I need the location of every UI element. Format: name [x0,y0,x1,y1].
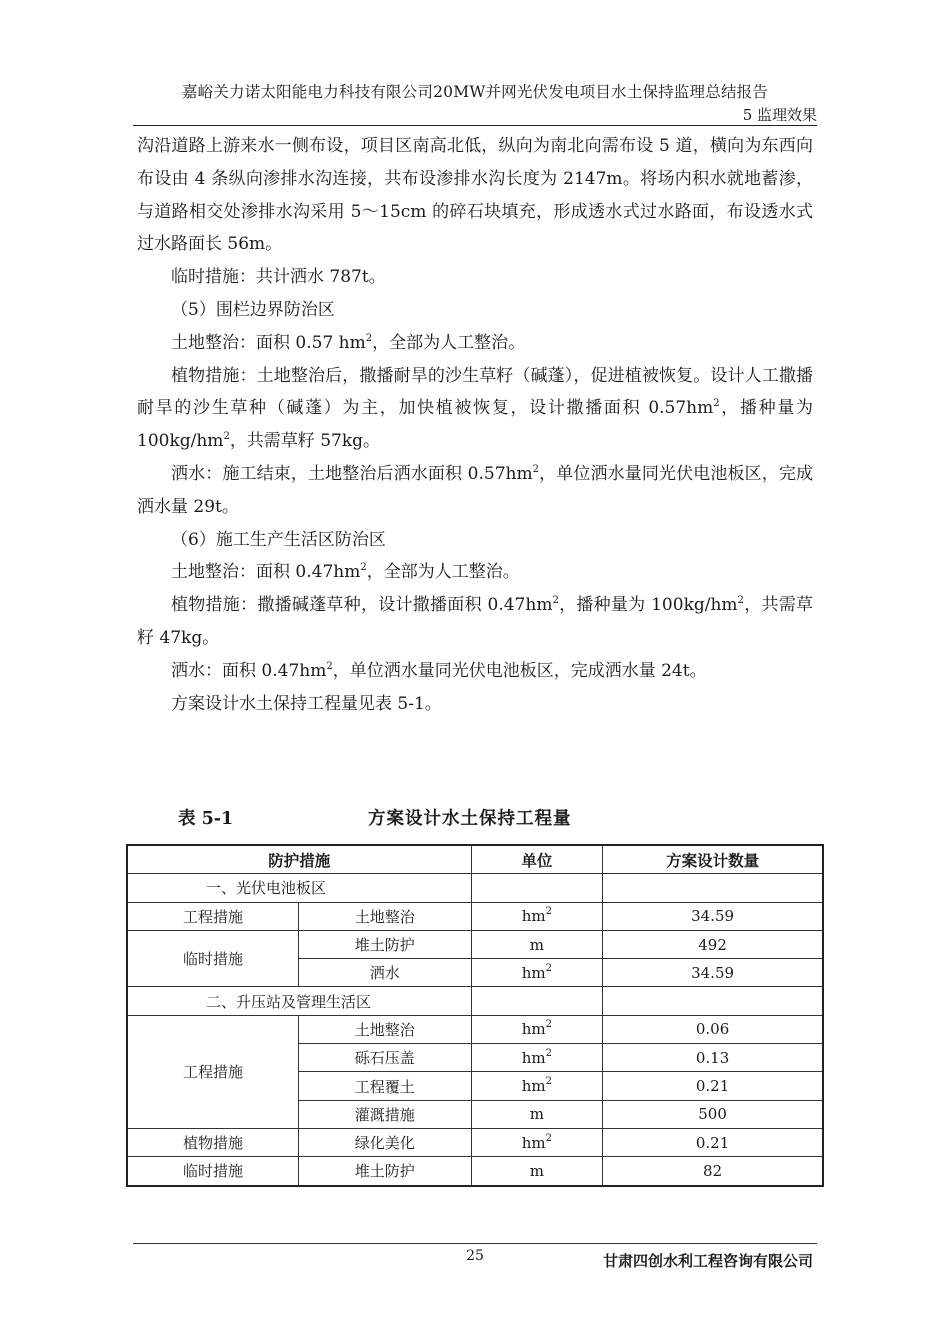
item-cell: 土地整治 [299,1015,472,1043]
item-cell: 堆土防护 [299,930,472,958]
item-cell: 洒水 [299,959,472,987]
table-title: 方案设计水土保持工程量 [368,809,572,829]
page-number: 25 [466,1248,484,1264]
table-number: 表 5-1 [178,809,234,829]
table-row [127,1157,823,1186]
item-cell: 灌溉措施 [299,1100,472,1128]
paragraph-land-rehab-fence: 土地整治：面积 0.57 $hm^2$，全部为人工整治。 [171,332,526,353]
table-section-row [127,987,823,1015]
item-cell: 绿化美化 [299,1128,472,1156]
quantity-cell: 82 [603,1157,823,1186]
quantity-cell: 34.59 [603,902,823,930]
unit-cell: $hm^2$ [471,902,603,930]
company-name: 甘肃四创水利工程咨询有限公司 [602,1252,813,1270]
header-divider [133,125,817,126]
body-text [137,130,813,720]
section-booster-station-area: 二、升压站及管理生活区 [127,987,471,1015]
unit-cell: $hm^2$ [471,959,603,987]
page-header [133,80,817,125]
quantity-cell: 0.21 [603,1072,823,1100]
quantity-cell: 34.59 [603,959,823,987]
table-row [127,1015,823,1043]
table-row [127,902,823,930]
unit-cell: m [471,930,603,958]
report-title: 嘉峪关力诺太阳能电力科技有限公司20MW并网光伏发电项目水土保持监理总结报告 [181,83,769,101]
table-row [127,1128,823,1156]
subsection-construction-living: （6）施工生产生活区防治区 [171,529,386,550]
item-cell: 堆土防护 [299,1157,472,1186]
header-unit: 单位 [471,845,603,874]
section-pv-panel-area: 一、光伏电池板区 [127,874,471,902]
quantity-cell: 0.21 [603,1128,823,1156]
unit-cell: $hm^2$ [471,1015,603,1043]
item-cell: 土地整治 [299,902,472,930]
table-section-row [127,874,823,902]
category-cell: 临时措施 [127,1157,299,1186]
paragraph-watering-fence: 洒水：施工结束，土地整治后洒水面积 $0.57hm^2$，单位洒水量同光伏电池板区，完成洒水量 29t。 [137,463,814,517]
footer-divider [133,1243,817,1244]
quantity-cell: 500 [603,1100,823,1128]
header-quantity: 方案设计数量 [603,845,823,874]
unit-cell: m [471,1100,603,1128]
item-cell: 砾石压盖 [299,1044,472,1072]
paragraph-watering-construction: 洒水：面积 $0.47hm^2$，单位洒水量同光伏电池板区，完成洒水量 24t。 [171,660,707,681]
header-measure: 防护措施 [127,845,471,874]
table-row [127,930,823,958]
paragraph-land-rehab-construction: 土地整治：面积 $0.47hm^2$，全部为人工整治。 [171,562,520,583]
paragraph-plant-measures-construction: 植物措施：撒播碱蓬草种，设计撒播面积 $0.47hm^2$，播种量为 $100kg/hm^2$，共需草籽 47kg。 [137,595,813,648]
category-cell: 临时措施 [127,930,299,987]
category-cell: 工程措施 [127,902,299,930]
item-cell: 工程覆土 [299,1072,472,1100]
paragraph-plant-measures-fence: 植物措施：土地整治后，撒播耐旱的沙生草籽（碱蓬），促进植被恢复。设计人工撒播耐旱的沙生草种（碱蓬）为主，加快植被恢复，设计撒播面积 $0.57hm^2$，播种量为 $100kg/hm^2$，共需草籽 57kg。 [137,365,814,452]
subsection-fence-boundary: （5）围栏边界防治区 [171,299,335,320]
quantity-table [126,844,824,1187]
section-label: 5 监理效果 [742,106,817,124]
quantity-cell: 0.13 [603,1044,823,1072]
unit-cell: $hm^2$ [471,1128,603,1156]
category-cell: 工程措施 [127,1015,299,1128]
unit-cell: m [471,1157,603,1186]
quantity-cell: 492 [603,930,823,958]
paragraph-table-reference: 方案设计水土保持工程量见表 5-1。 [171,693,442,714]
paragraph-temporary-measures: 临时措施：共计洒水 787t。 [171,267,386,288]
category-cell: 植物措施 [127,1128,299,1156]
unit-cell: $hm^2$ [471,1072,603,1100]
table-header-row [127,845,823,874]
unit-cell: $hm^2$ [471,1044,603,1072]
quantity-cell: 0.06 [603,1015,823,1043]
paragraph-drainage: 沟沿道路上游来水一侧布设，项目区南高北低，纵向为南北向需布设 5 道，横向为东西向布设由 4 条纵向渗排水沟连接，共布设渗排水沟长度为 2147m。将场内积水就地蓄渗，与道路相交处渗排水沟采用 5～15cm 的碎石块填充，形成透水式过水路面，布设透水式过水路面长 56m。 [137,136,813,255]
